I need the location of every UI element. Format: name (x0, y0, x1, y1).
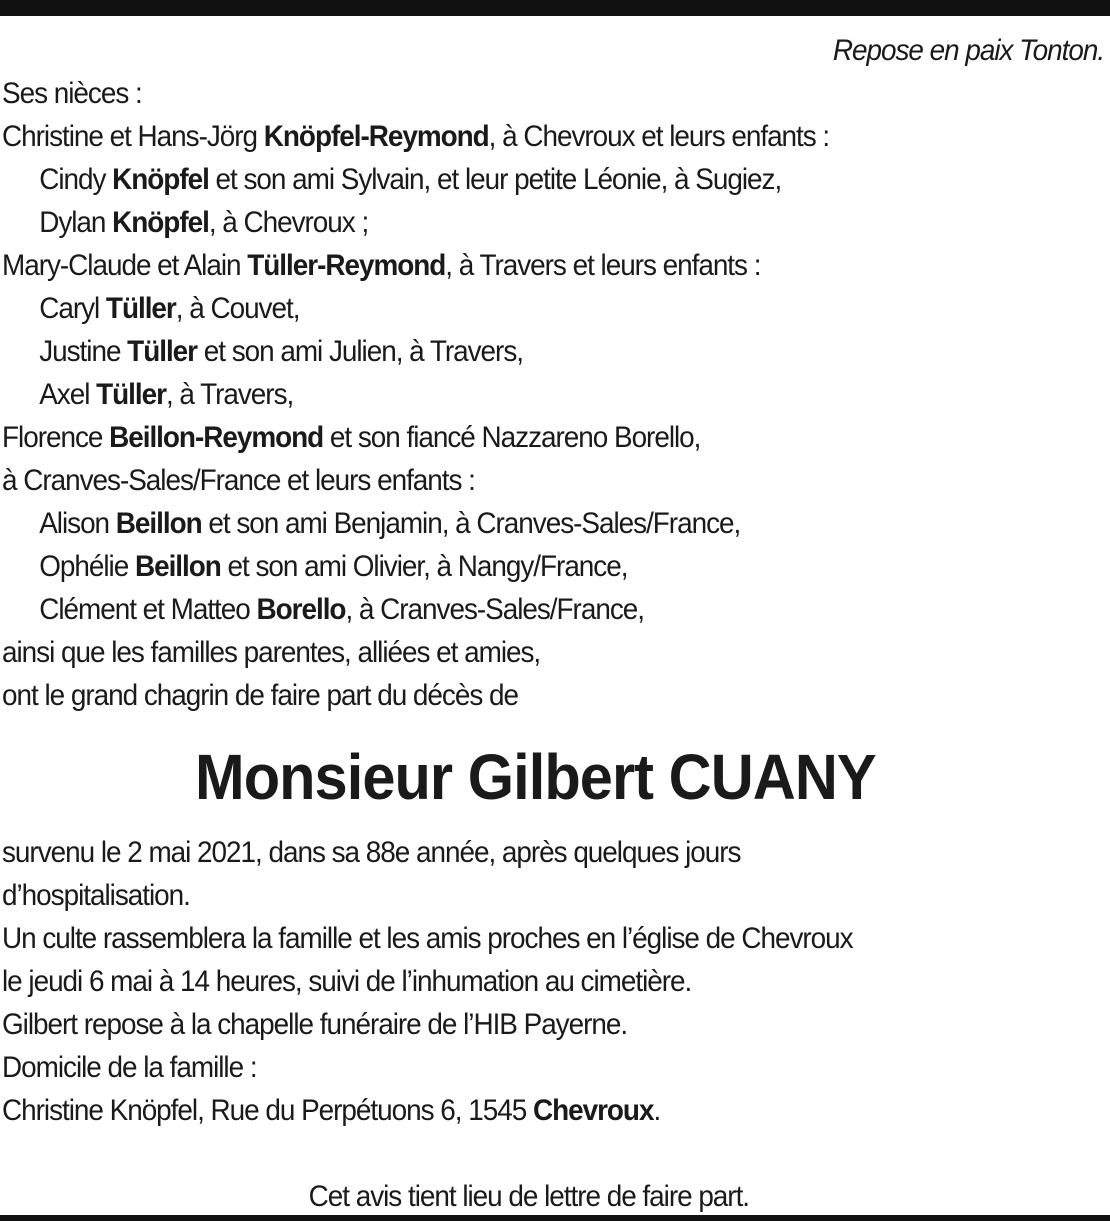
child-line (2, 502, 1106, 545)
child-surname: Tüller (105, 292, 176, 325)
epigraph: Repose en paix Tonton. (832, 34, 1105, 67)
family-line-continued: à Cranves-Sales/France et leurs enfants : (2, 464, 475, 497)
child-line (2, 588, 1106, 631)
family-surname: Knöpfel-Reymond (263, 120, 489, 153)
family-line (2, 244, 1106, 287)
child-line (2, 330, 1106, 373)
child-text: , à Chevroux ; (208, 206, 369, 239)
detail-line: Domicile de la famille : (2, 1051, 257, 1084)
child-text: Axel (39, 378, 97, 411)
family-text: Christine et Hans-Jörg (2, 120, 264, 153)
detail-line: Un culte rassemblera la famille et les amis proches en l’église de Chevroux (2, 922, 853, 955)
child-text: Dylan (39, 206, 113, 239)
lead-in-line: ont le grand chagrin de faire part du décès de (2, 679, 518, 712)
address-text: . (653, 1094, 661, 1127)
family-text: , à Travers et leurs enfants : (445, 249, 761, 282)
address-text: Christine Knöpfel, Rue du Perpétuons 6, 1545 (2, 1094, 533, 1127)
detail-line: d’hospitalisation. (2, 879, 190, 912)
child-line (2, 373, 1106, 416)
family-surname: Beillon-Reymond (109, 421, 324, 454)
family-line (2, 115, 1106, 158)
child-line (2, 287, 1106, 330)
family-text: Florence (2, 421, 110, 454)
family-line (2, 416, 1106, 459)
detail-line: survenu le 2 mai 2021, dans sa 88e année, après quelques jours (2, 836, 741, 869)
child-line (2, 545, 1106, 588)
child-text: Cindy (39, 163, 113, 196)
child-text: , à Couvet, (175, 292, 300, 325)
child-line (2, 158, 1106, 201)
child-text: , à Cranves-Sales/France, (345, 593, 644, 626)
child-text: Clément et Matteo (39, 593, 257, 626)
child-text: et son ami Olivier, à Nangy/France, (220, 550, 628, 583)
bottom-rule (0, 1215, 1110, 1221)
family-text: , à Chevroux et leurs enfants : (488, 120, 830, 153)
child-surname: Knöpfel (112, 163, 209, 196)
child-text: et son ami Julien, à Travers, (197, 335, 523, 368)
family-text: et son fiancé Nazzareno Borello, (323, 421, 701, 454)
child-line (2, 201, 1106, 244)
family-address (2, 1089, 1106, 1132)
lead-in-line: ainsi que les familles parentes, alliées et amies, (2, 636, 541, 669)
child-text: , à Travers, (165, 378, 294, 411)
family-text: Mary-Claude et Alain (2, 249, 248, 282)
death-notice (2, 30, 1106, 1218)
address-locality: Chevroux (532, 1094, 654, 1127)
family-surname: Tüller-Reymond (247, 249, 446, 282)
child-surname: Knöpfel (112, 206, 209, 239)
child-surname: Beillon (115, 507, 202, 540)
child-text: et son ami Benjamin, à Cranves-Sales/France, (201, 507, 741, 540)
child-text: Caryl (39, 292, 106, 325)
top-rule (0, 0, 1110, 16)
child-surname: Tüller (96, 378, 166, 411)
child-text: Alison (39, 507, 116, 540)
child-surname: Tüller (127, 335, 198, 368)
child-text: Justine (39, 335, 128, 368)
child-text: et son ami Sylvain, et leur petite Léonie, à Sugiez, (208, 163, 782, 196)
child-surname: Beillon (134, 550, 221, 583)
detail-line: le jeudi 6 mai à 14 heures, suivi de l’inhumation au cimetière. (2, 965, 692, 998)
intro-line: Ses nièces : (2, 77, 142, 110)
child-text: Ophélie (39, 550, 135, 583)
child-surname: Borello (256, 593, 346, 626)
deceased-name: Monsieur Gilbert CUANY (195, 741, 876, 813)
detail-line: Gilbert repose à la chapelle funéraire de l’HIB Payerne. (2, 1008, 628, 1041)
closing-note: Cet avis tient lieu de lettre de faire part. (308, 1180, 750, 1213)
